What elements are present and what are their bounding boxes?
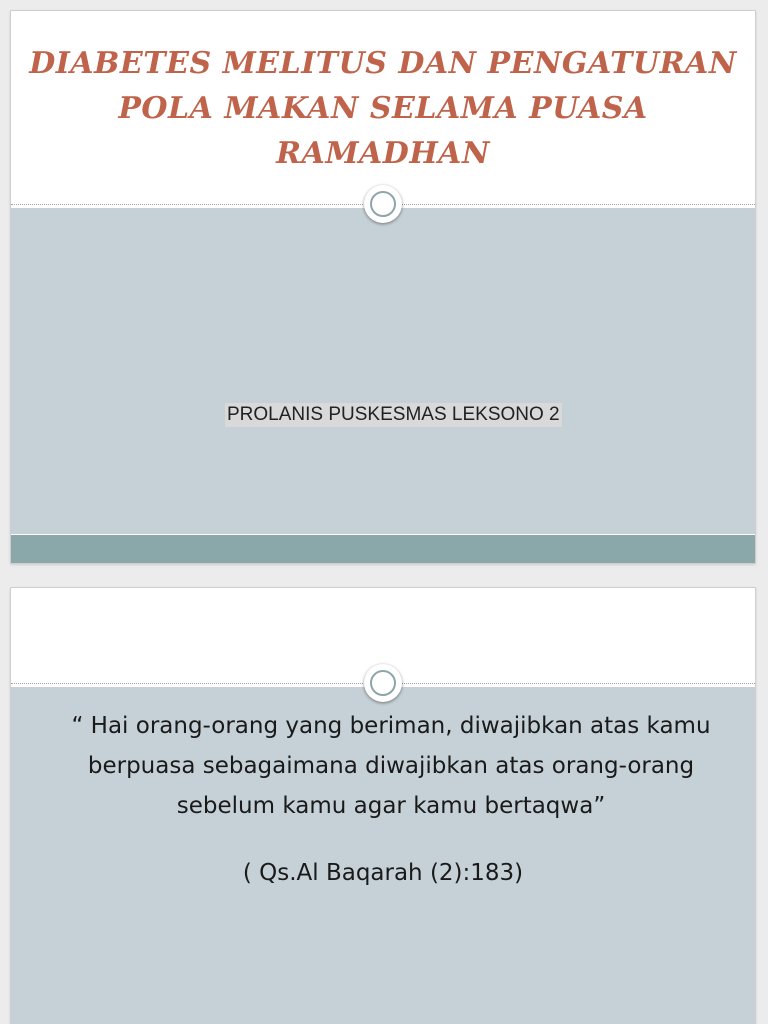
ring-ornament-icon xyxy=(364,185,402,223)
slide-1-footer-bar xyxy=(11,535,755,563)
verse-reference: ( Qs.Al Baqarah (2):183) xyxy=(242,860,524,886)
slide-1-header xyxy=(11,11,755,204)
ring-ornament-icon xyxy=(364,664,402,702)
quran-verse-text: “ Hai orang-orang yang beriman, diwajibkan atas kamu berpuasa sebagaimana diwajibkan atas orang-orang sebelum kamu agar kamu bertaqwa” xyxy=(71,713,711,819)
slide-2 xyxy=(11,588,755,1024)
slide-1-title: DIABETES MELITUS DAN PENGATURAN POLA MAKAN SELAMA PUASA RAMADHAN xyxy=(29,46,737,171)
slide-1 xyxy=(11,11,755,563)
slide-1-subtitle: PROLANIS PUSKESMAS LEKSONO 2 xyxy=(227,404,560,425)
slide-1-body xyxy=(11,208,755,534)
